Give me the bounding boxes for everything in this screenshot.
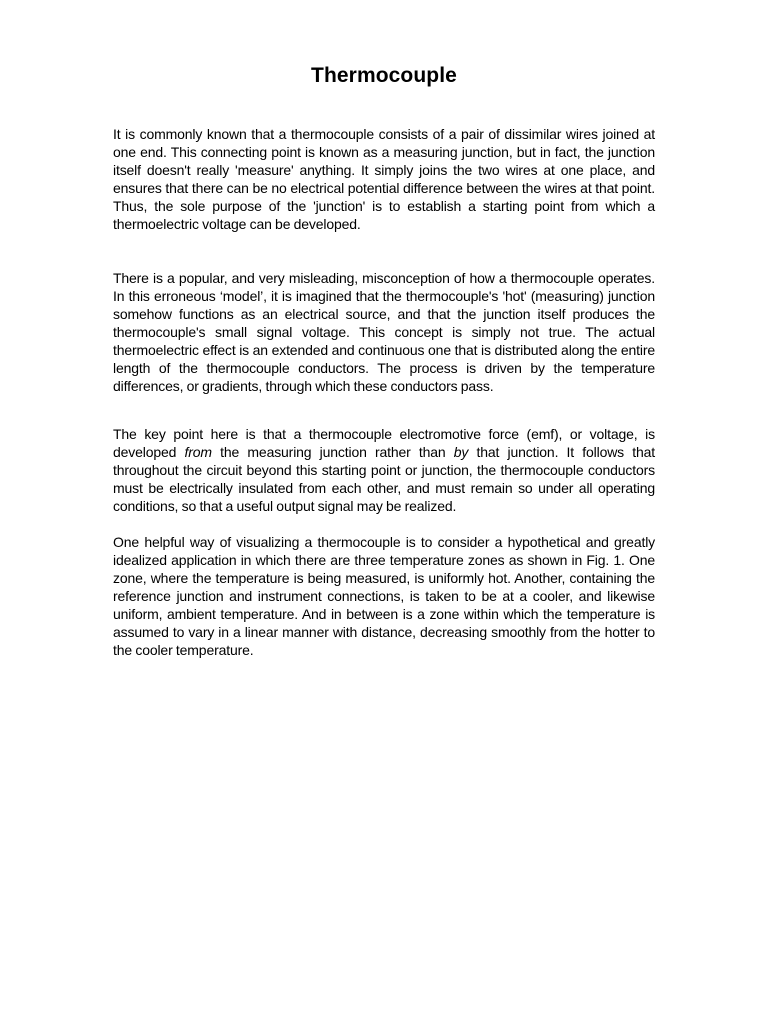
- paragraph-4-text: One helpful way of visualizing a thermocouple is to consider a hypothetical and greatly idealized application in which there are three temperature zones as shown in Fig. 1. One zone, where the temperature is being measured, is uniformly hot. Another, containing the reference junction and instrument connections, is taken to be at a cooler, and likewise uniform, ambient temperature. And in between is a zone within which the temperature is assumed to vary in a linear manner with distance, decreasing smoothly from the hotter to the cooler temperature.: [113, 534, 655, 658]
- paragraph-3-text: [113, 425, 655, 515]
- paragraph-3-segment-3: that junction. It follows that throughout the circuit beyond this starting point or junction, the thermocouple conductors must be electrically insulated from each other, and must remain so under all operating conditions, so that a useful output signal may be realized.: [113, 444, 656, 514]
- page-title: Thermocouple: [311, 64, 457, 87]
- paragraph-1-text: It is commonly known that a thermocouple consists of a pair of dissimilar wires joined at one end. This connecting point is known as a measuring junction, but in fact, the junction itself doesn't really 'measure' anything. It simply joins the two wires at one place, and ensures that there can be no electrical potential difference between the wires at that point. Thus, the sole purpose of the 'junction' is to establish a starting point from which a thermoelectric voltage can be developed.: [113, 126, 655, 232]
- emphasis-by: by: [453, 444, 469, 460]
- paragraph-1: [113, 125, 655, 233]
- paragraph-4: [113, 533, 655, 659]
- paragraph-2: [113, 269, 655, 395]
- paragraph-2-text: There is a popular, and very misleading, misconception of how a thermocouple operates. In this erroneous ‘model’, it is imagined that the thermocouple's 'hot' (measuring) junction somehow functions as an electrical source, and that the junction itself produces the thermocouple's small signal voltage. This concept is simply not true. The actual thermoelectric effect is an extended and continuous one that is distributed along the entire length of the thermocouple conductors. The process is driven by the temperature differences, or gradients, through which these conductors pass.: [113, 270, 655, 394]
- emphasis-from: from: [184, 444, 212, 460]
- paragraph-3: [113, 425, 655, 515]
- paragraph-3-segment-2: the measuring junction rather than: [211, 444, 454, 460]
- paragraph-3-segment-1: The key point here is that a thermocouple electromotive force (emf), or voltage, is developed: [113, 426, 655, 460]
